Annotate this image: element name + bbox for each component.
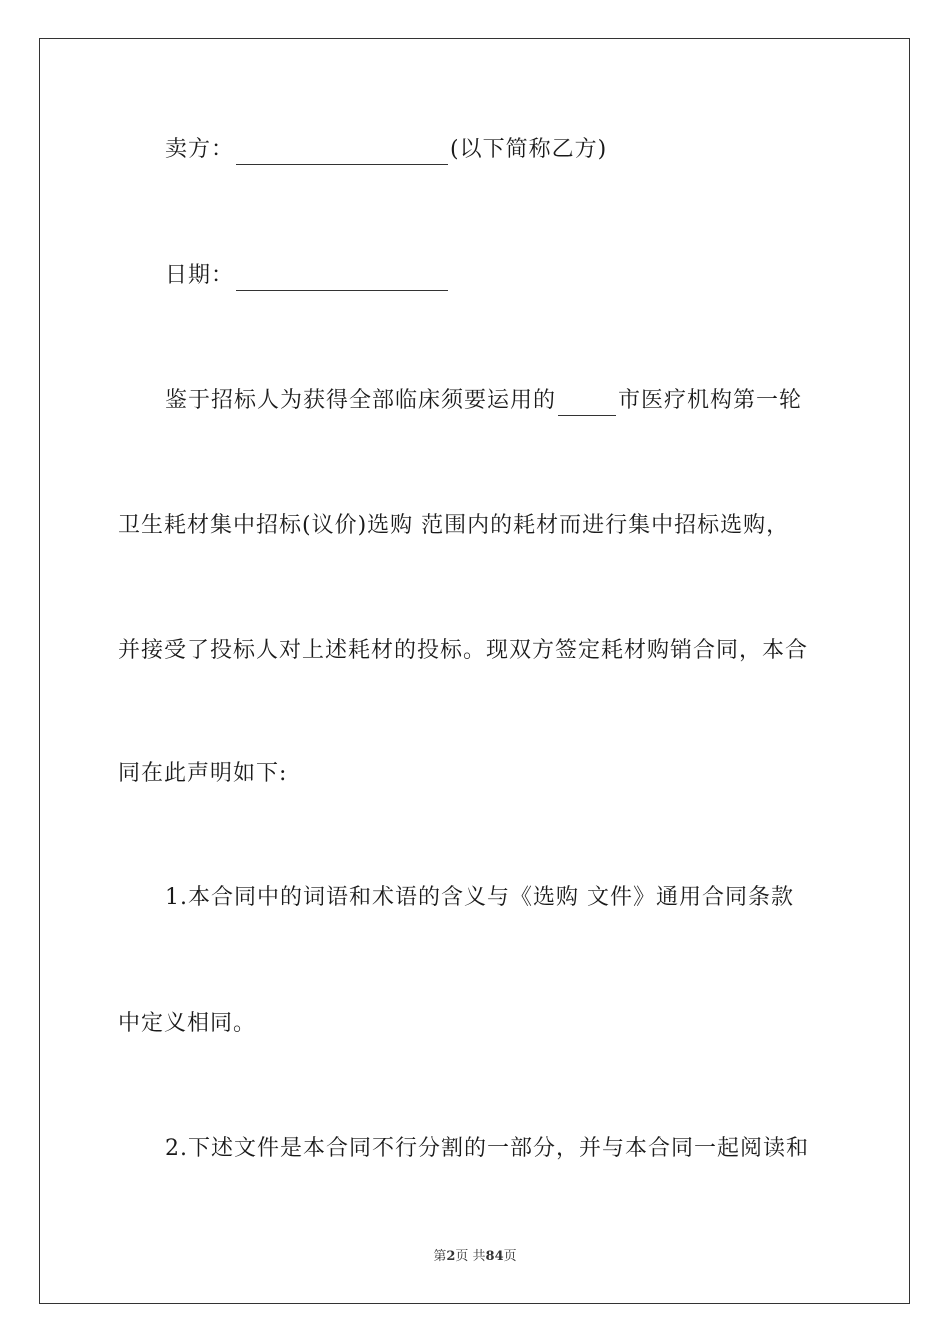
paragraph1-line4: 同在此声明如下: (118, 761, 288, 786)
seller-blank (236, 142, 448, 165)
footer-total-pages: 84 (485, 1249, 504, 1264)
paragraph1-line1-post: 市医疗机构第一轮 (618, 388, 803, 413)
date-label: 日期： (165, 263, 235, 288)
footer-prefix: 第 (433, 1249, 447, 1264)
clause1-line1: 1.本合同中的词语和术语的含义与《选购 文件》通用合同条款 (165, 885, 794, 910)
footer-middle: 页 共 (455, 1249, 486, 1264)
footer-suffix: 页 (503, 1249, 517, 1264)
footer-page-number: 2 (446, 1249, 456, 1264)
city-blank (558, 393, 616, 416)
paragraph1-line1-pre: 鉴于招标人为获得全部临床须要运用的 (165, 388, 557, 413)
seller-suffix: (以下简称乙方) (450, 137, 608, 162)
seller-label: 卖方： (165, 137, 235, 162)
date-blank (236, 268, 448, 291)
clause1-line2: 中定义相同。 (118, 1011, 257, 1036)
paragraph1-line2: 卫生耗材集中招标(议价)选购 范围内的耗材而进行集中招标选购， (118, 513, 790, 538)
paragraph1-line1 (0, 386, 950, 416)
page-border (39, 38, 910, 1304)
date-line (0, 261, 950, 291)
paragraph1-line3: 并接受了投标人对上述耗材的投标。现双方签定耗材购销合同，本合 (118, 638, 809, 663)
seller-line (0, 135, 950, 165)
page-footer (0, 1248, 950, 1266)
clause2-line1: 2.下述文件是本合同不行分割的一部分，并与本合同一起阅读和 (165, 1136, 809, 1161)
